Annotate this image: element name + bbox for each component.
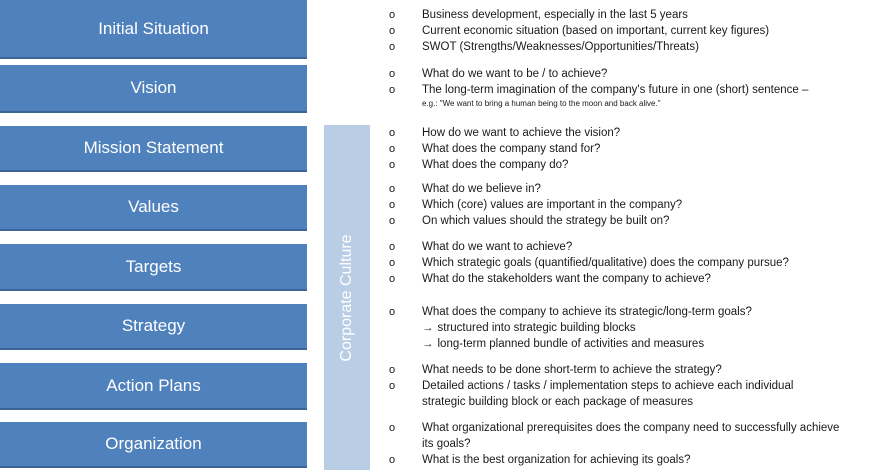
bullet-item: [385, 197, 875, 213]
arrow-right-icon: →: [422, 322, 434, 334]
bullet-text: What do we want to achieve?: [422, 241, 573, 253]
bullet-text: What do we want to be / to achieve?: [422, 68, 608, 80]
initial-situation-bullets: [385, 7, 875, 55]
vision-example: [385, 98, 875, 110]
bullet-continuation: [385, 394, 875, 410]
bullet-icon: o: [389, 25, 396, 37]
example-text: e.g.: "We want to bring a human being to the moon and back alive.": [422, 99, 661, 108]
box-label: Targets: [125, 256, 182, 276]
bullet-icon: o: [389, 380, 396, 392]
box-action-plans: [0, 363, 307, 410]
bullet-text: What does the company stand for?: [422, 143, 601, 155]
bullet-text: What do we believe in?: [422, 183, 541, 195]
bullet-item: [385, 271, 875, 287]
box-initial-situation: [0, 0, 307, 59]
bullet-item: [385, 39, 875, 55]
bullet-item: [385, 362, 875, 378]
box-label: Vision: [130, 78, 177, 97]
bullet-icon: o: [389, 159, 396, 171]
box-label: Initial Situation: [98, 18, 209, 38]
box-strategy: [0, 304, 307, 350]
bullet-text: What needs to be done short-term to achieve the strategy?: [422, 364, 722, 376]
bullet-icon: o: [389, 68, 396, 80]
bullet-text: What organizational prerequisites does the company need to successfully achieve: [422, 422, 840, 434]
box-organization: [0, 422, 307, 468]
bullet-icon: o: [389, 454, 396, 466]
bullet-icon: o: [389, 41, 396, 53]
sub-item: [385, 320, 875, 336]
bullet-item: [385, 239, 875, 255]
bullet-item: [385, 82, 875, 98]
bullet-item: [385, 181, 875, 197]
bullet-item: [385, 66, 875, 82]
vision-bullets: [385, 66, 875, 110]
box-vision: [0, 65, 307, 113]
bullet-text: The long-term imagination of the company's future in one (short) sentence –: [422, 84, 809, 96]
bullet-item: [385, 125, 875, 141]
organization-bullets: [385, 420, 875, 468]
bullet-item: [385, 452, 875, 468]
bullet-item: [385, 157, 875, 173]
box-values: [0, 185, 307, 231]
box-label: Strategy: [121, 316, 186, 335]
bullet-icon: o: [389, 273, 396, 285]
bullet-item: [385, 378, 875, 394]
box-label: Mission Statement: [83, 138, 224, 157]
bullet-icon: o: [389, 215, 396, 227]
values-bullets: [385, 181, 875, 229]
bullet-icon: o: [389, 257, 396, 269]
bullet-icon: o: [389, 127, 396, 139]
box-label: Action Plans: [106, 375, 201, 395]
bullet-icon: o: [389, 143, 396, 155]
bullet-item: [385, 23, 875, 39]
bullet-text: Which strategic goals (quantified/qualitative) does the company pursue?: [422, 257, 789, 269]
bullet-icon: o: [389, 199, 396, 211]
box-label: Organization: [105, 434, 202, 453]
bullet-icon: o: [389, 84, 396, 96]
bullet-icon: o: [389, 364, 396, 376]
bullet-text: Which (core) values are important in the company?: [422, 199, 683, 211]
bullet-text: SWOT (Strengths/Weaknesses/Opportunities/Threats): [422, 41, 699, 53]
bullet-text: Detailed actions / tasks / implementation steps to achieve each individual: [422, 380, 794, 392]
continuation-text: strategic building block or each package of measures: [422, 396, 694, 408]
bullet-text: What does the company to achieve its strategic/long-term goals?: [422, 306, 752, 318]
bullet-text: On which values should the strategy be built on?: [422, 215, 670, 227]
bullet-icon: o: [389, 183, 396, 195]
action-plans-bullets: [385, 362, 875, 410]
arrow-right-icon: →: [422, 338, 434, 350]
bullet-icon: o: [389, 9, 396, 21]
corporate-culture-bar: [324, 125, 370, 470]
strategy-bullets: [385, 304, 875, 352]
bullet-text: What do the stakeholders want the company to achieve?: [422, 273, 711, 285]
sub-item-text: long-term planned bundle of activities and measures: [437, 338, 705, 350]
bullet-icon: o: [389, 306, 396, 318]
continuation-text: its goals?: [422, 438, 471, 450]
bullet-text: What does the company do?: [422, 159, 569, 171]
box-label: Values: [128, 197, 179, 216]
bullet-item: [385, 304, 875, 320]
bullet-item: [385, 141, 875, 157]
bullet-text: How do we want to achieve the vision?: [422, 127, 621, 139]
sub-item: [385, 336, 875, 352]
mission-bullets: [385, 125, 875, 173]
bullet-item: [385, 213, 875, 229]
bullet-text: What is the best organization for achieving its goals?: [422, 454, 691, 466]
bullet-icon: o: [389, 241, 396, 253]
box-targets: [0, 244, 307, 291]
bullet-item: [385, 420, 875, 436]
bullet-continuation: [385, 436, 875, 452]
bullet-item: [385, 255, 875, 271]
targets-bullets: [385, 239, 875, 287]
box-mission-statement: [0, 126, 307, 172]
corporate-culture-label: Corporate Culture: [338, 233, 355, 362]
bullet-icon: o: [389, 422, 396, 434]
bullet-text: Current economic situation (based on important, current key figures): [422, 25, 770, 37]
bullet-text: Business development, especially in the last 5 years: [422, 9, 688, 21]
sub-item-text: structured into strategic building blocks: [437, 322, 636, 334]
bullet-item: [385, 7, 875, 23]
